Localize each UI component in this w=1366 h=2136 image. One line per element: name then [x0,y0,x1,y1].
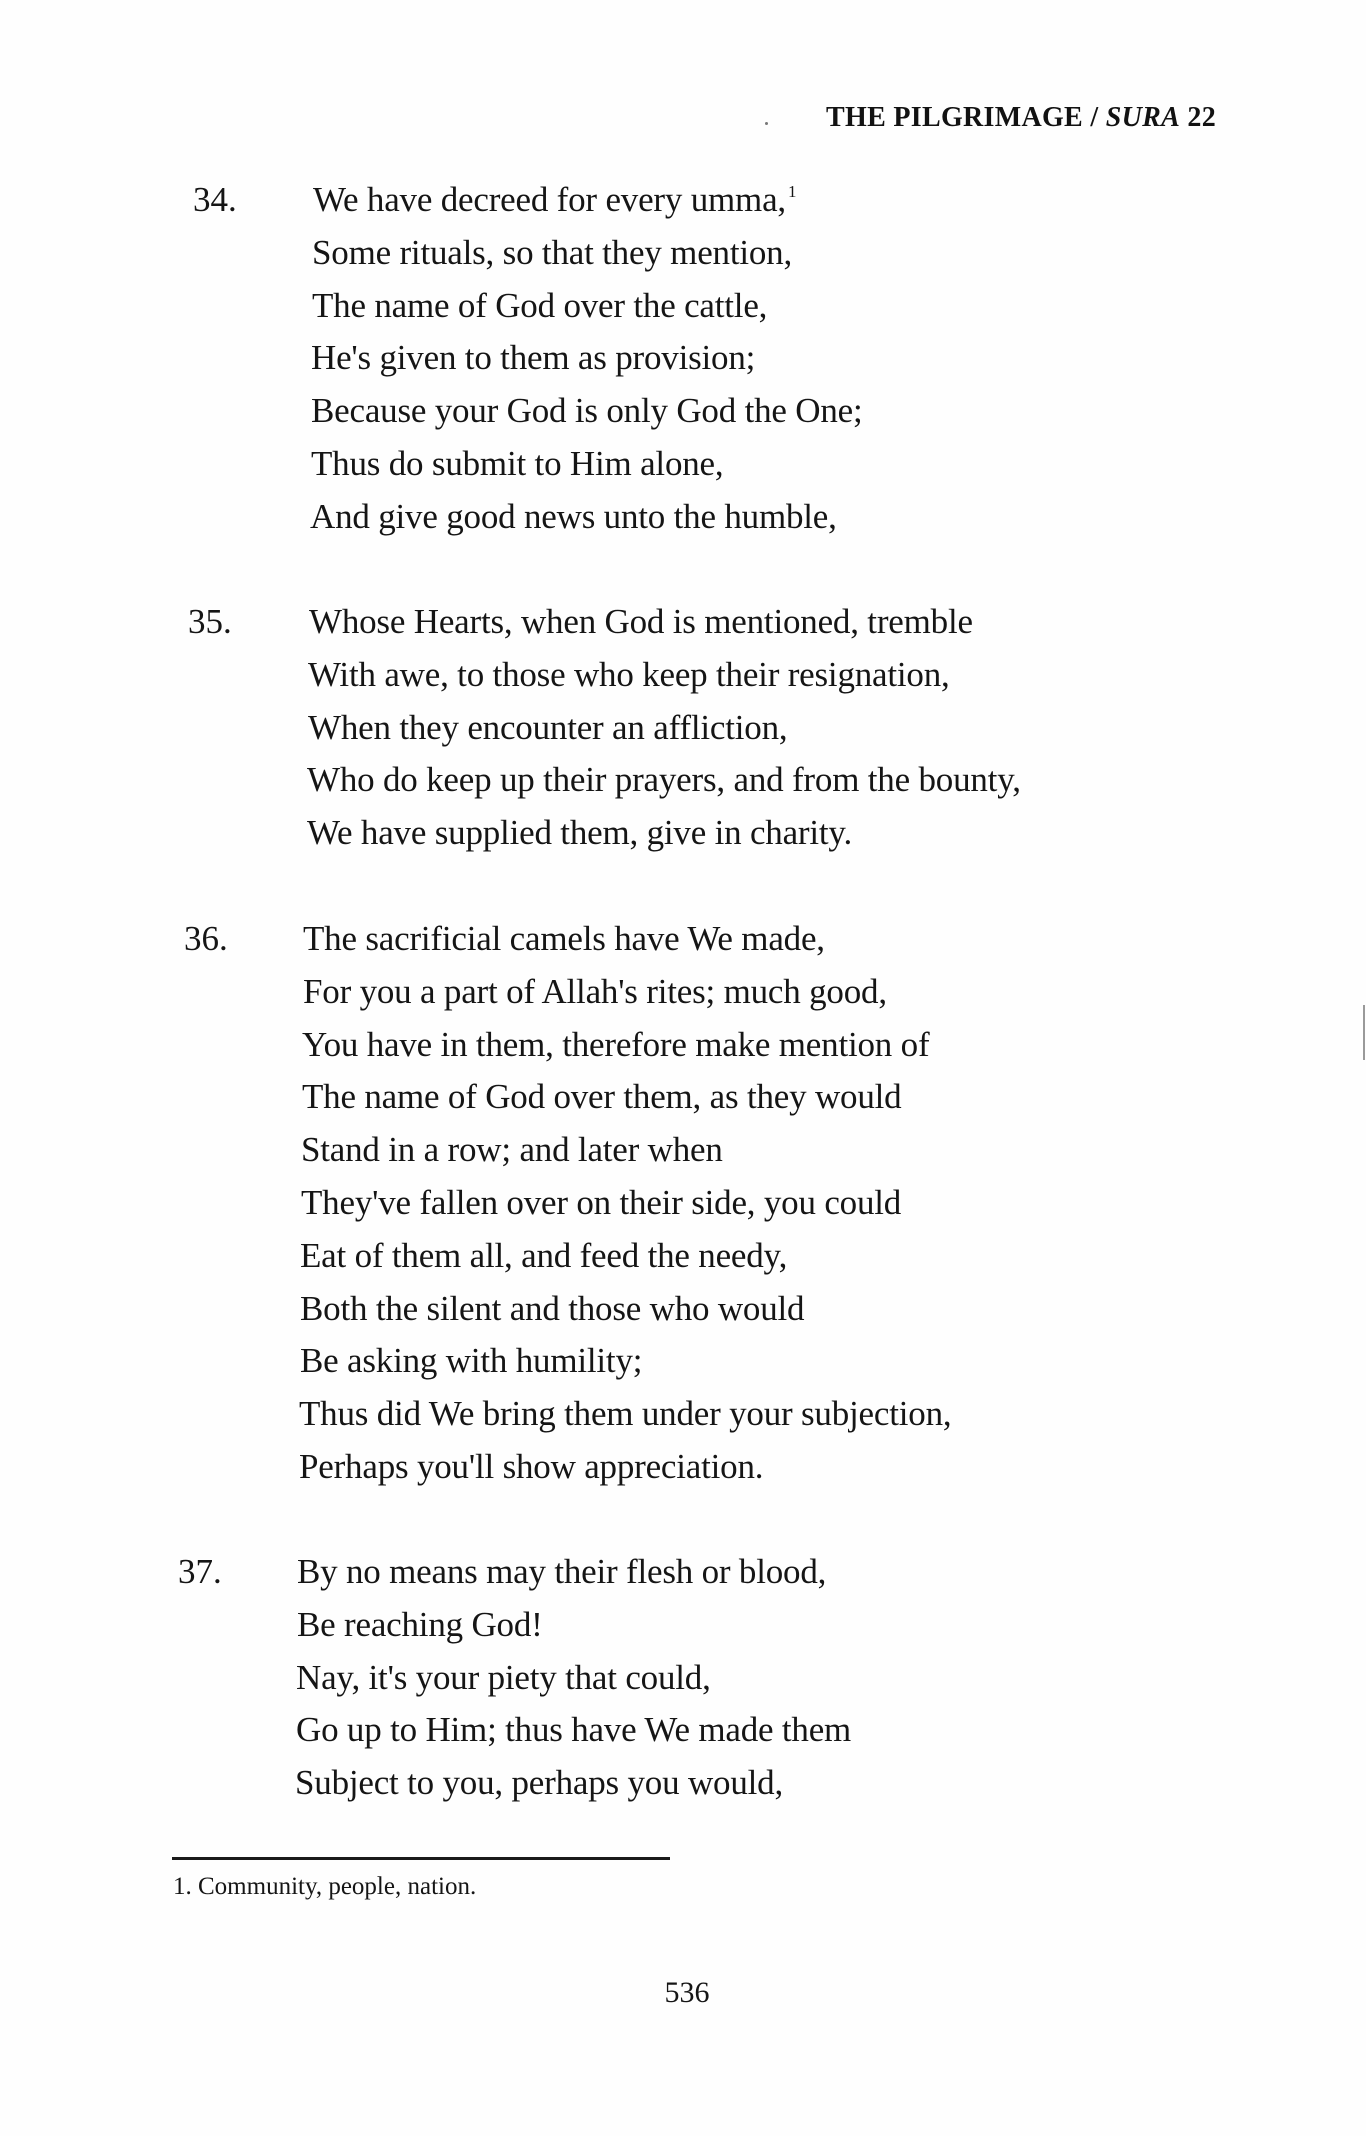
verse-line: We have supplied them, give in charity. [307,813,853,853]
verse-line: Be asking with humility; [300,1341,643,1381]
verse-line: Eat of them all, and feed the needy, [300,1235,788,1275]
verse-line: The name of God over the cattle, [312,285,768,325]
verse-line: The sacrificial camels have We made, [303,919,825,958]
running-header [826,100,1216,136]
verse-number: 34. [193,180,237,219]
verse-lines [310,174,863,544]
footnote-text: Community, people, nation. [198,1873,477,1900]
footnote [173,1870,476,1904]
footnote-number: 1. [173,1873,192,1900]
verse-line [313,174,863,227]
verse-line: For you a part of Allah's rites; much good, [303,971,887,1011]
chapter-title: THE PILGRIMAGE [826,102,1084,133]
verse-line: Both the silent and those who would [300,1288,805,1328]
verse-line: He's given to them as provision; [311,338,756,378]
verse-line: Go up to Him; thus have We made them [296,1710,852,1750]
verse-line: Some rituals, so that they mention, [312,232,793,272]
footnote-divider [172,1857,670,1860]
verse-line: They've fallen over on their side, you could [301,1182,902,1222]
scan-edge-mark [1363,1005,1365,1060]
sura-label: SURA [1105,102,1181,133]
verse-line: Because your God is only God the One; [311,391,863,431]
verse-line-text: We have decreed for every umma, [313,180,786,219]
verse-lines [297,1546,851,1810]
verse-line: Subject to you, perhaps you would, [295,1763,784,1803]
verse-line: Thus did We bring them under your subjection, [299,1394,952,1434]
verse-line: And give good news unto the humble, [310,496,837,536]
verse-line: Nay, it's your piety that could, [296,1657,711,1697]
verse-number: 35. [188,602,232,641]
verse-line: Be reaching God! [297,1604,543,1644]
page-number: 536 [664,1976,710,2009]
verse-line: Thus do submit to Him alone, [311,443,724,483]
verse-lines [299,913,952,1494]
verse-line: You have in them, therefore make mention of [302,1024,930,1064]
verse-line: Stand in a row; and later when [301,1130,723,1170]
verse-line: Who do keep up their prayers, and from the bounty, [307,760,1021,800]
verse-line: By no means may their flesh or blood, [297,1552,827,1591]
footnote-marker: 1 [787,182,797,201]
verse-lines [309,596,1021,860]
verse-number: 37. [178,1552,222,1591]
verse-line: Whose Hearts, when God is mentioned, tremble [309,602,973,641]
sura-number: 22 [1180,102,1216,133]
verse-line: Perhaps you'll show appreciation. [299,1446,764,1486]
verse-line: The name of God over them, as they would [302,1077,902,1117]
verse-line: When they encounter an affliction, [308,707,788,747]
verse-line: With awe, to those who keep their resignation, [308,654,950,694]
verse-number: 36. [184,919,228,958]
header-separator: / [1083,102,1106,133]
scan-speck [765,122,768,125]
